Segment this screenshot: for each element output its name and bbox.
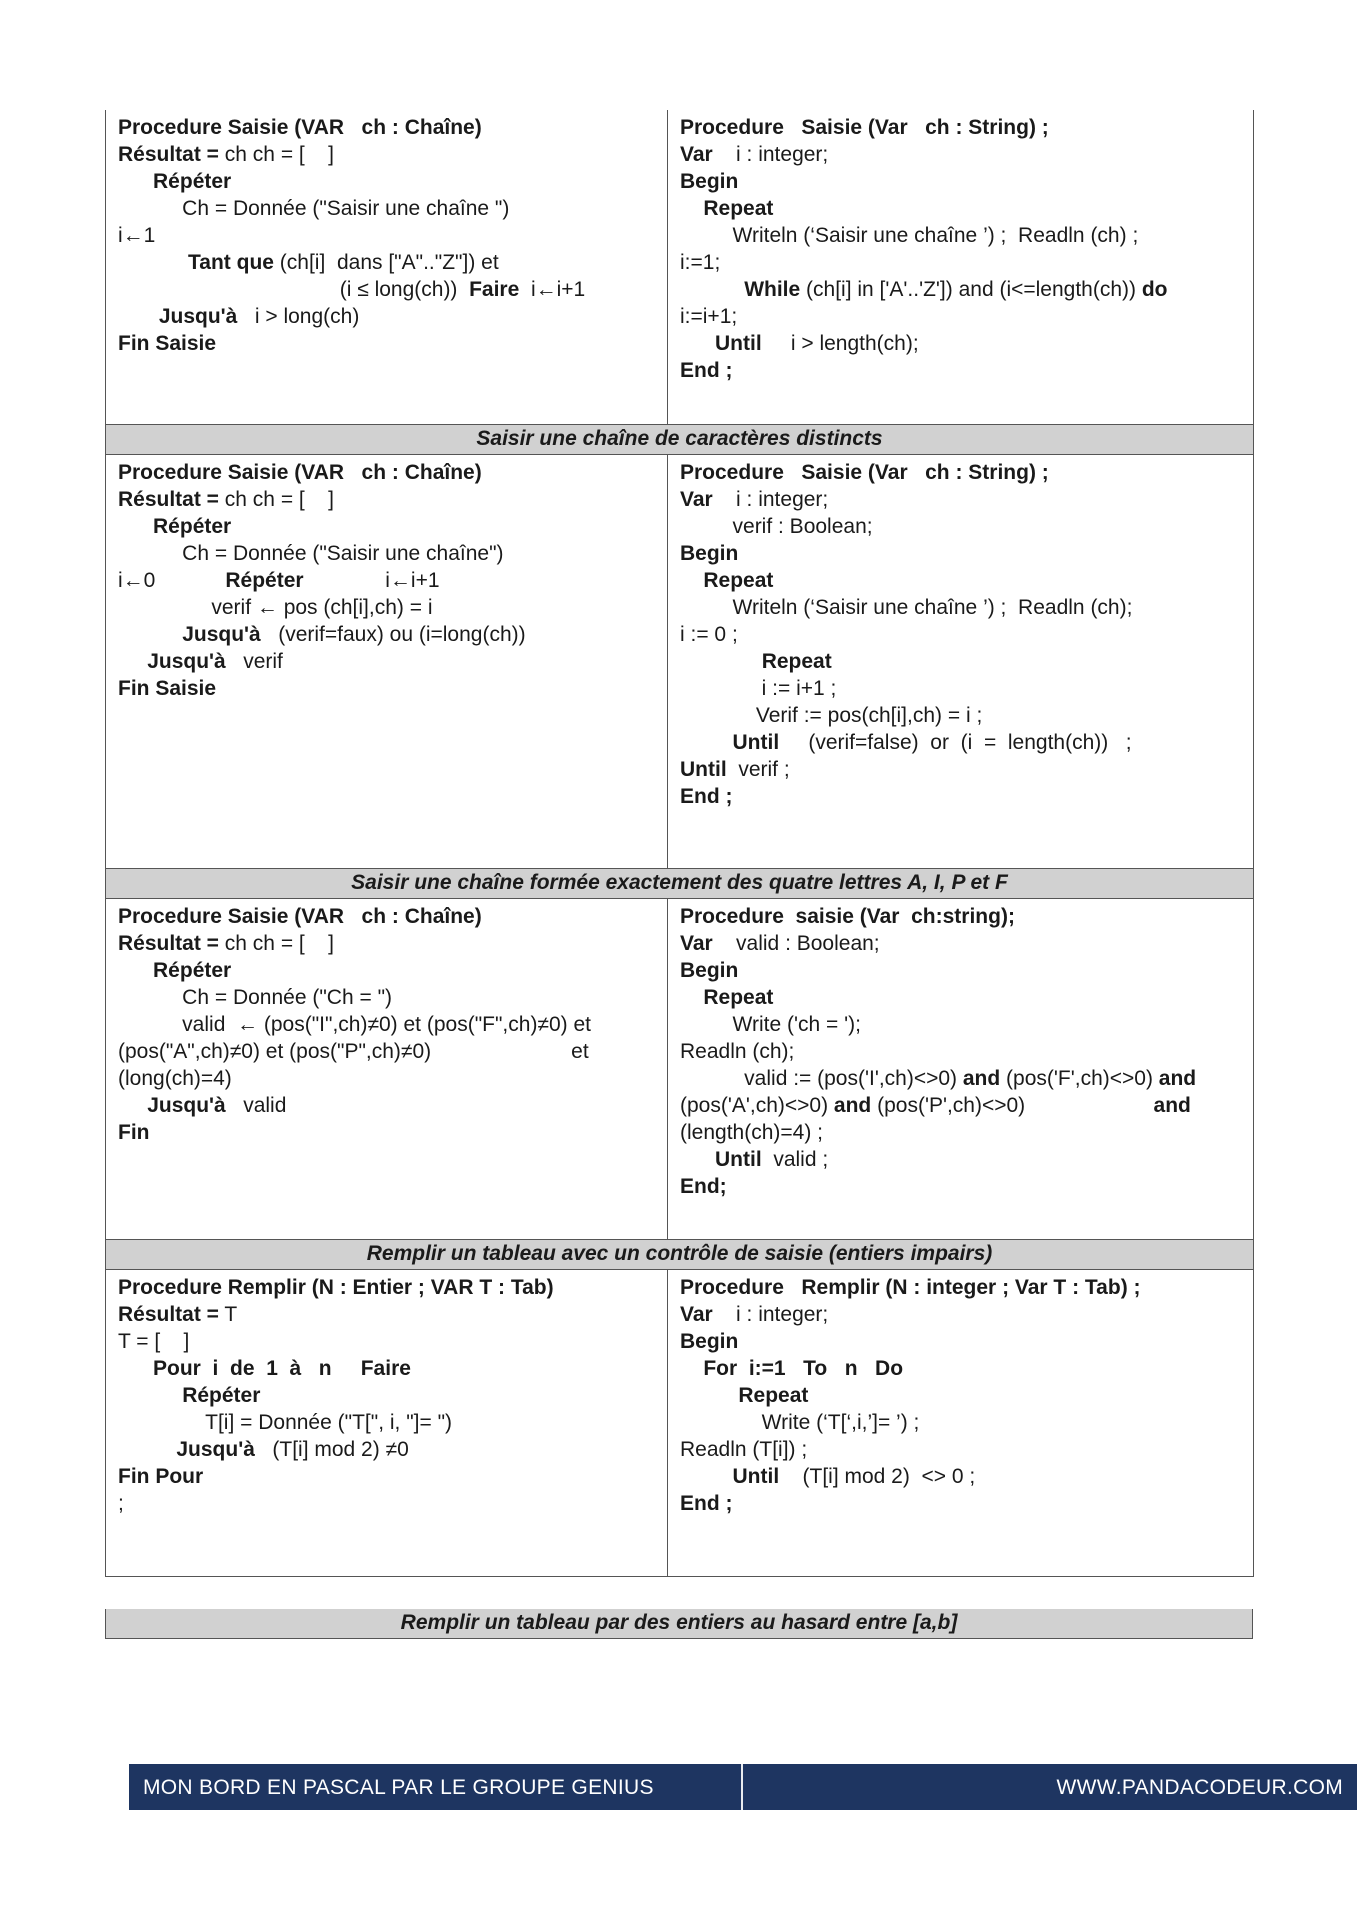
code-line [118, 1119, 657, 1146]
code-text: (verif=false) or (i = length(ch)) ; [779, 731, 1132, 754]
code-line [118, 1436, 657, 1463]
code-line [118, 1328, 657, 1355]
keyword-text: Pour i de 1 à n Faire [153, 1357, 411, 1380]
keyword-text: Procedure Saisie (Var ch : String) ; [680, 116, 1049, 139]
code-line [118, 222, 657, 249]
code-text: Verif := pos(ch[i],ch) = i ; [680, 704, 983, 727]
code-line [680, 114, 1243, 141]
code-line [680, 648, 1243, 675]
code-line [680, 1328, 1243, 1355]
code-text: (ch[i] in ['A'..'Z']) and (i<=length(ch)) [800, 278, 1142, 301]
code-line [118, 276, 657, 303]
code-text [118, 959, 153, 982]
code-line [118, 1092, 657, 1119]
pascal-cell [668, 899, 1254, 1240]
code-text: Write ('ch = '); [680, 1013, 861, 1036]
code-line [680, 249, 1243, 276]
keyword-text: Procedure saisie (Var ch:string); [680, 905, 1015, 928]
keyword-text: While [744, 278, 801, 301]
keyword-text: Var [680, 143, 713, 166]
code-text: i←1 [118, 224, 156, 247]
keyword-text: Procedure Saisie (Var ch : String) ; [680, 461, 1049, 484]
keyword-text: Begin [680, 542, 739, 565]
keyword-text: Fin Pour [118, 1465, 204, 1488]
code-line [680, 1092, 1243, 1119]
code-text: verif [225, 650, 283, 673]
code-text: T [218, 1303, 238, 1326]
keyword-text: Répéter [225, 569, 304, 592]
keyword-text: End; [680, 1175, 727, 1198]
code-line [680, 1146, 1243, 1173]
code-line [680, 729, 1243, 756]
code-text [680, 197, 703, 220]
keyword-text: Var [680, 1303, 713, 1326]
code-line [118, 168, 657, 195]
keyword-text: Repeat [703, 569, 774, 592]
code-line [118, 114, 657, 141]
algorithm-cell [106, 1270, 668, 1577]
code-line [680, 1409, 1243, 1436]
keyword-text: Résultat = [118, 143, 219, 166]
code-line [680, 195, 1243, 222]
keyword-text: and [1158, 1067, 1197, 1090]
code-text: verif ← pos (ch[i],ch) = i [118, 596, 433, 619]
code-text [680, 1384, 738, 1407]
keyword-text: Jusqu'à [176, 1438, 255, 1461]
keyword-text: Until [680, 758, 727, 781]
code-line [680, 930, 1243, 957]
keyword-text: Répéter [153, 170, 232, 193]
code-text [680, 986, 703, 1009]
code-text: i := i+1 ; [680, 677, 837, 700]
code-text: verif ; [726, 758, 790, 781]
code-text [118, 623, 182, 646]
keyword-text: Until [732, 731, 780, 754]
code-line [680, 1038, 1243, 1065]
code-text: i := 0 ; [680, 623, 738, 646]
keyword-text: Fin [118, 1121, 150, 1144]
keyword-text: Repeat [703, 986, 774, 1009]
code-line [118, 567, 657, 594]
code-line [118, 1274, 657, 1301]
code-text: (pos("A",ch)≠0) et (pos("P",ch)≠0) et [118, 1040, 589, 1063]
keyword-text: Résultat = [118, 1303, 219, 1326]
keyword-text: Jusqu'à [182, 623, 261, 646]
code-text: (long(ch)=4) [118, 1067, 232, 1090]
keyword-text: Repeat [761, 650, 832, 673]
keyword-text: Fin Saisie [118, 677, 217, 700]
code-line [680, 1463, 1243, 1490]
keyword-text: Résultat = [118, 932, 219, 955]
code-line [680, 567, 1243, 594]
keyword-text: and [833, 1094, 872, 1117]
keyword-text: do [1141, 278, 1168, 301]
code-line [680, 222, 1243, 249]
code-line [118, 675, 657, 702]
code-text: Ch = Donnée ("Ch = ") [118, 986, 393, 1009]
code-text: Ch = Donnée ("Saisir une chaîne ") [118, 197, 510, 220]
code-text: i : integer; [712, 143, 829, 166]
code-line [118, 540, 657, 567]
code-line [680, 621, 1243, 648]
keyword-text: Until [732, 1465, 780, 1488]
next-section-table [105, 1609, 1253, 1639]
code-text: T[i] = Donnée ("T[", i, "]= ") [118, 1411, 453, 1434]
code-line [680, 1490, 1243, 1517]
code-text [680, 731, 733, 754]
code-line [118, 1038, 657, 1065]
code-text [118, 251, 188, 274]
code-line [680, 330, 1243, 357]
code-line [118, 195, 657, 222]
code-text: (T[i] mod 2) ≠0 [254, 1438, 409, 1461]
section-title-hasard: Remplir un tableau par des entiers au hasard entre [a,b] [106, 1609, 1253, 1639]
code-line [680, 957, 1243, 984]
footer-bar [129, 1764, 1357, 1810]
footer-divider [741, 1764, 743, 1810]
keyword-text: Until [715, 1148, 762, 1171]
code-text: verif : Boolean; [680, 515, 873, 538]
code-line [118, 486, 657, 513]
keyword-text: Résultat = [118, 488, 219, 511]
code-text [118, 1438, 176, 1461]
code-text [118, 1384, 182, 1407]
footer-right-text: WWW.PANDACODEUR.COM [1056, 1776, 1343, 1799]
code-text: Writeln (‘Saisir une chaîne ’) ; Readln (ch); [680, 596, 1133, 619]
code-line [680, 168, 1243, 195]
section-title: Saisir une chaîne formée exactement des quatre lettres A, I, P et F [106, 869, 1254, 899]
code-text [680, 650, 762, 673]
code-line [680, 1119, 1243, 1146]
keyword-text: Var [680, 488, 713, 511]
code-line [118, 1490, 657, 1517]
document-page [105, 110, 1253, 1639]
code-line [118, 303, 657, 330]
code-text: T = [ ] [118, 1330, 190, 1353]
keyword-text: and [962, 1067, 1001, 1090]
keyword-text: For i:=1 To n Do [703, 1357, 904, 1380]
keyword-text: Répéter [153, 959, 232, 982]
code-line [680, 783, 1243, 810]
keyword-text: Procedure Saisie (VAR ch : Chaîne) [118, 116, 482, 139]
keyword-text: End ; [680, 1492, 733, 1515]
code-text [118, 650, 147, 673]
keyword-text: Repeat [738, 1384, 809, 1407]
code-text: i←i+1 [519, 278, 586, 301]
keyword-text: Procedure Saisie (VAR ch : Chaîne) [118, 461, 482, 484]
code-line [118, 1301, 657, 1328]
code-text [118, 1357, 153, 1380]
algorithm-pascal-table [105, 110, 1254, 1577]
code-text: ch ch = [ ] [218, 143, 334, 166]
code-line [118, 249, 657, 276]
code-line [680, 1274, 1243, 1301]
keyword-text: End ; [680, 785, 733, 808]
code-text: Readln (ch); [680, 1040, 795, 1063]
code-text [680, 278, 744, 301]
code-text: (pos('F',ch)<>0) [1000, 1067, 1159, 1090]
code-text [680, 1357, 703, 1380]
code-text: Write (‘T[‘,i,’]= ’) ; [680, 1411, 920, 1434]
code-line [680, 303, 1243, 330]
code-text [680, 569, 703, 592]
code-line [118, 594, 657, 621]
code-line [118, 459, 657, 486]
keyword-text: Begin [680, 1330, 739, 1353]
code-text: valid ; [761, 1148, 829, 1171]
code-line [118, 984, 657, 1011]
keyword-text: Jusqu'à [158, 305, 238, 328]
code-text: (i ≤ long(ch)) [118, 278, 470, 301]
code-text: i : integer; [712, 1303, 829, 1326]
code-text [680, 332, 715, 355]
code-text: (ch[i] dans ["A".."Z"]) et [273, 251, 499, 274]
code-line [680, 903, 1243, 930]
code-text: (pos('P',ch)<>0) [871, 1094, 1154, 1117]
code-line [680, 486, 1243, 513]
code-line [680, 540, 1243, 567]
code-text [680, 1465, 733, 1488]
code-line [118, 1355, 657, 1382]
code-text: (pos('A',ch)<>0) [680, 1094, 834, 1117]
code-text [680, 1148, 715, 1171]
code-line [680, 513, 1243, 540]
code-line [118, 930, 657, 957]
keyword-text: Begin [680, 959, 739, 982]
code-line [680, 702, 1243, 729]
algorithm-cell [106, 110, 668, 425]
keyword-text: End ; [680, 359, 733, 382]
code-line [680, 984, 1243, 1011]
code-line [680, 1173, 1243, 1200]
code-line [118, 141, 657, 168]
keyword-text: Procedure Remplir (N : Entier ; VAR T : Tab) [118, 1276, 554, 1299]
keyword-text: Procedure Saisie (VAR ch : Chaîne) [118, 905, 482, 928]
code-text: (verif=faux) ou (i=long(ch)) [260, 623, 526, 646]
code-text: (T[i] mod 2) <> 0 ; [779, 1465, 976, 1488]
code-text: Readln (T[i]) ; [680, 1438, 808, 1461]
code-line [118, 1011, 657, 1038]
code-text [118, 515, 153, 538]
code-text: i←i+1 [303, 569, 440, 592]
keyword-text: Jusqu'à [147, 1094, 226, 1117]
code-text: valid ← (pos("I",ch)≠0) et (pos("F",ch)≠0) et [118, 1013, 591, 1036]
code-line [118, 1382, 657, 1409]
keyword-text: Var [680, 932, 713, 955]
keyword-text: Répéter [153, 515, 232, 538]
code-text [118, 170, 153, 193]
code-line [680, 1436, 1243, 1463]
code-text: i : integer; [712, 488, 829, 511]
code-text: i←0 [118, 569, 226, 592]
algorithm-cell [106, 455, 668, 869]
code-line [118, 621, 657, 648]
footer-left-text: MON BORD EN PASCAL PAR LE GROUPE GENIUS [143, 1776, 654, 1799]
pascal-cell [668, 455, 1254, 869]
keyword-text: Procedure Remplir (N : integer ; Var T : Tab) ; [680, 1276, 1141, 1299]
code-text [118, 1094, 147, 1117]
code-line [680, 594, 1243, 621]
keyword-text: Répéter [182, 1384, 261, 1407]
code-line [680, 675, 1243, 702]
code-text: valid [225, 1094, 287, 1117]
code-text: valid := (pos('I',ch)<>0) [680, 1067, 963, 1090]
code-text: i:=i+1; [680, 305, 738, 328]
code-line [118, 903, 657, 930]
code-line [118, 1463, 657, 1490]
code-line [680, 276, 1243, 303]
code-line [680, 1382, 1243, 1409]
code-line [118, 648, 657, 675]
code-line [680, 357, 1243, 384]
code-line [680, 459, 1243, 486]
code-text: ; [118, 1492, 124, 1515]
keyword-text: Repeat [703, 197, 774, 220]
section-title: Saisir une chaîne de caractères distincts [106, 425, 1254, 455]
code-line [680, 1301, 1243, 1328]
code-line [118, 957, 657, 984]
code-text: i:=1; [680, 251, 721, 274]
keyword-text: Begin [680, 170, 739, 193]
code-text: (length(ch)=4) ; [680, 1121, 823, 1144]
code-text: i > long(ch) [237, 305, 360, 328]
keyword-text: and [1153, 1094, 1191, 1117]
code-line [118, 1065, 657, 1092]
code-text: ch ch = [ ] [218, 932, 334, 955]
code-line [118, 513, 657, 540]
code-text [118, 305, 159, 328]
pascal-cell [668, 110, 1254, 425]
code-text: Writeln (‘Saisir une chaîne ’) ; Readln (ch) ; [680, 224, 1139, 247]
keyword-text: Jusqu'à [147, 650, 226, 673]
code-line [680, 756, 1243, 783]
code-line [680, 1065, 1243, 1092]
code-line [118, 1409, 657, 1436]
code-line [118, 330, 657, 357]
code-line [680, 1355, 1243, 1382]
code-text: i > length(ch); [761, 332, 919, 355]
keyword-text: Fin Saisie [118, 332, 217, 355]
algorithm-cell [106, 899, 668, 1240]
code-text: Ch = Donnée ("Saisir une chaîne") [118, 542, 504, 565]
code-text: valid : Boolean; [712, 932, 880, 955]
code-line [680, 141, 1243, 168]
code-text: ch ch = [ ] [218, 488, 334, 511]
section-title: Remplir un tableau avec un contrôle de saisie (entiers impairs) [106, 1240, 1254, 1270]
pascal-cell [668, 1270, 1254, 1577]
keyword-text: Tant que [188, 251, 274, 274]
keyword-text: Until [715, 332, 762, 355]
code-line [680, 1011, 1243, 1038]
keyword-text: Faire [469, 278, 520, 301]
